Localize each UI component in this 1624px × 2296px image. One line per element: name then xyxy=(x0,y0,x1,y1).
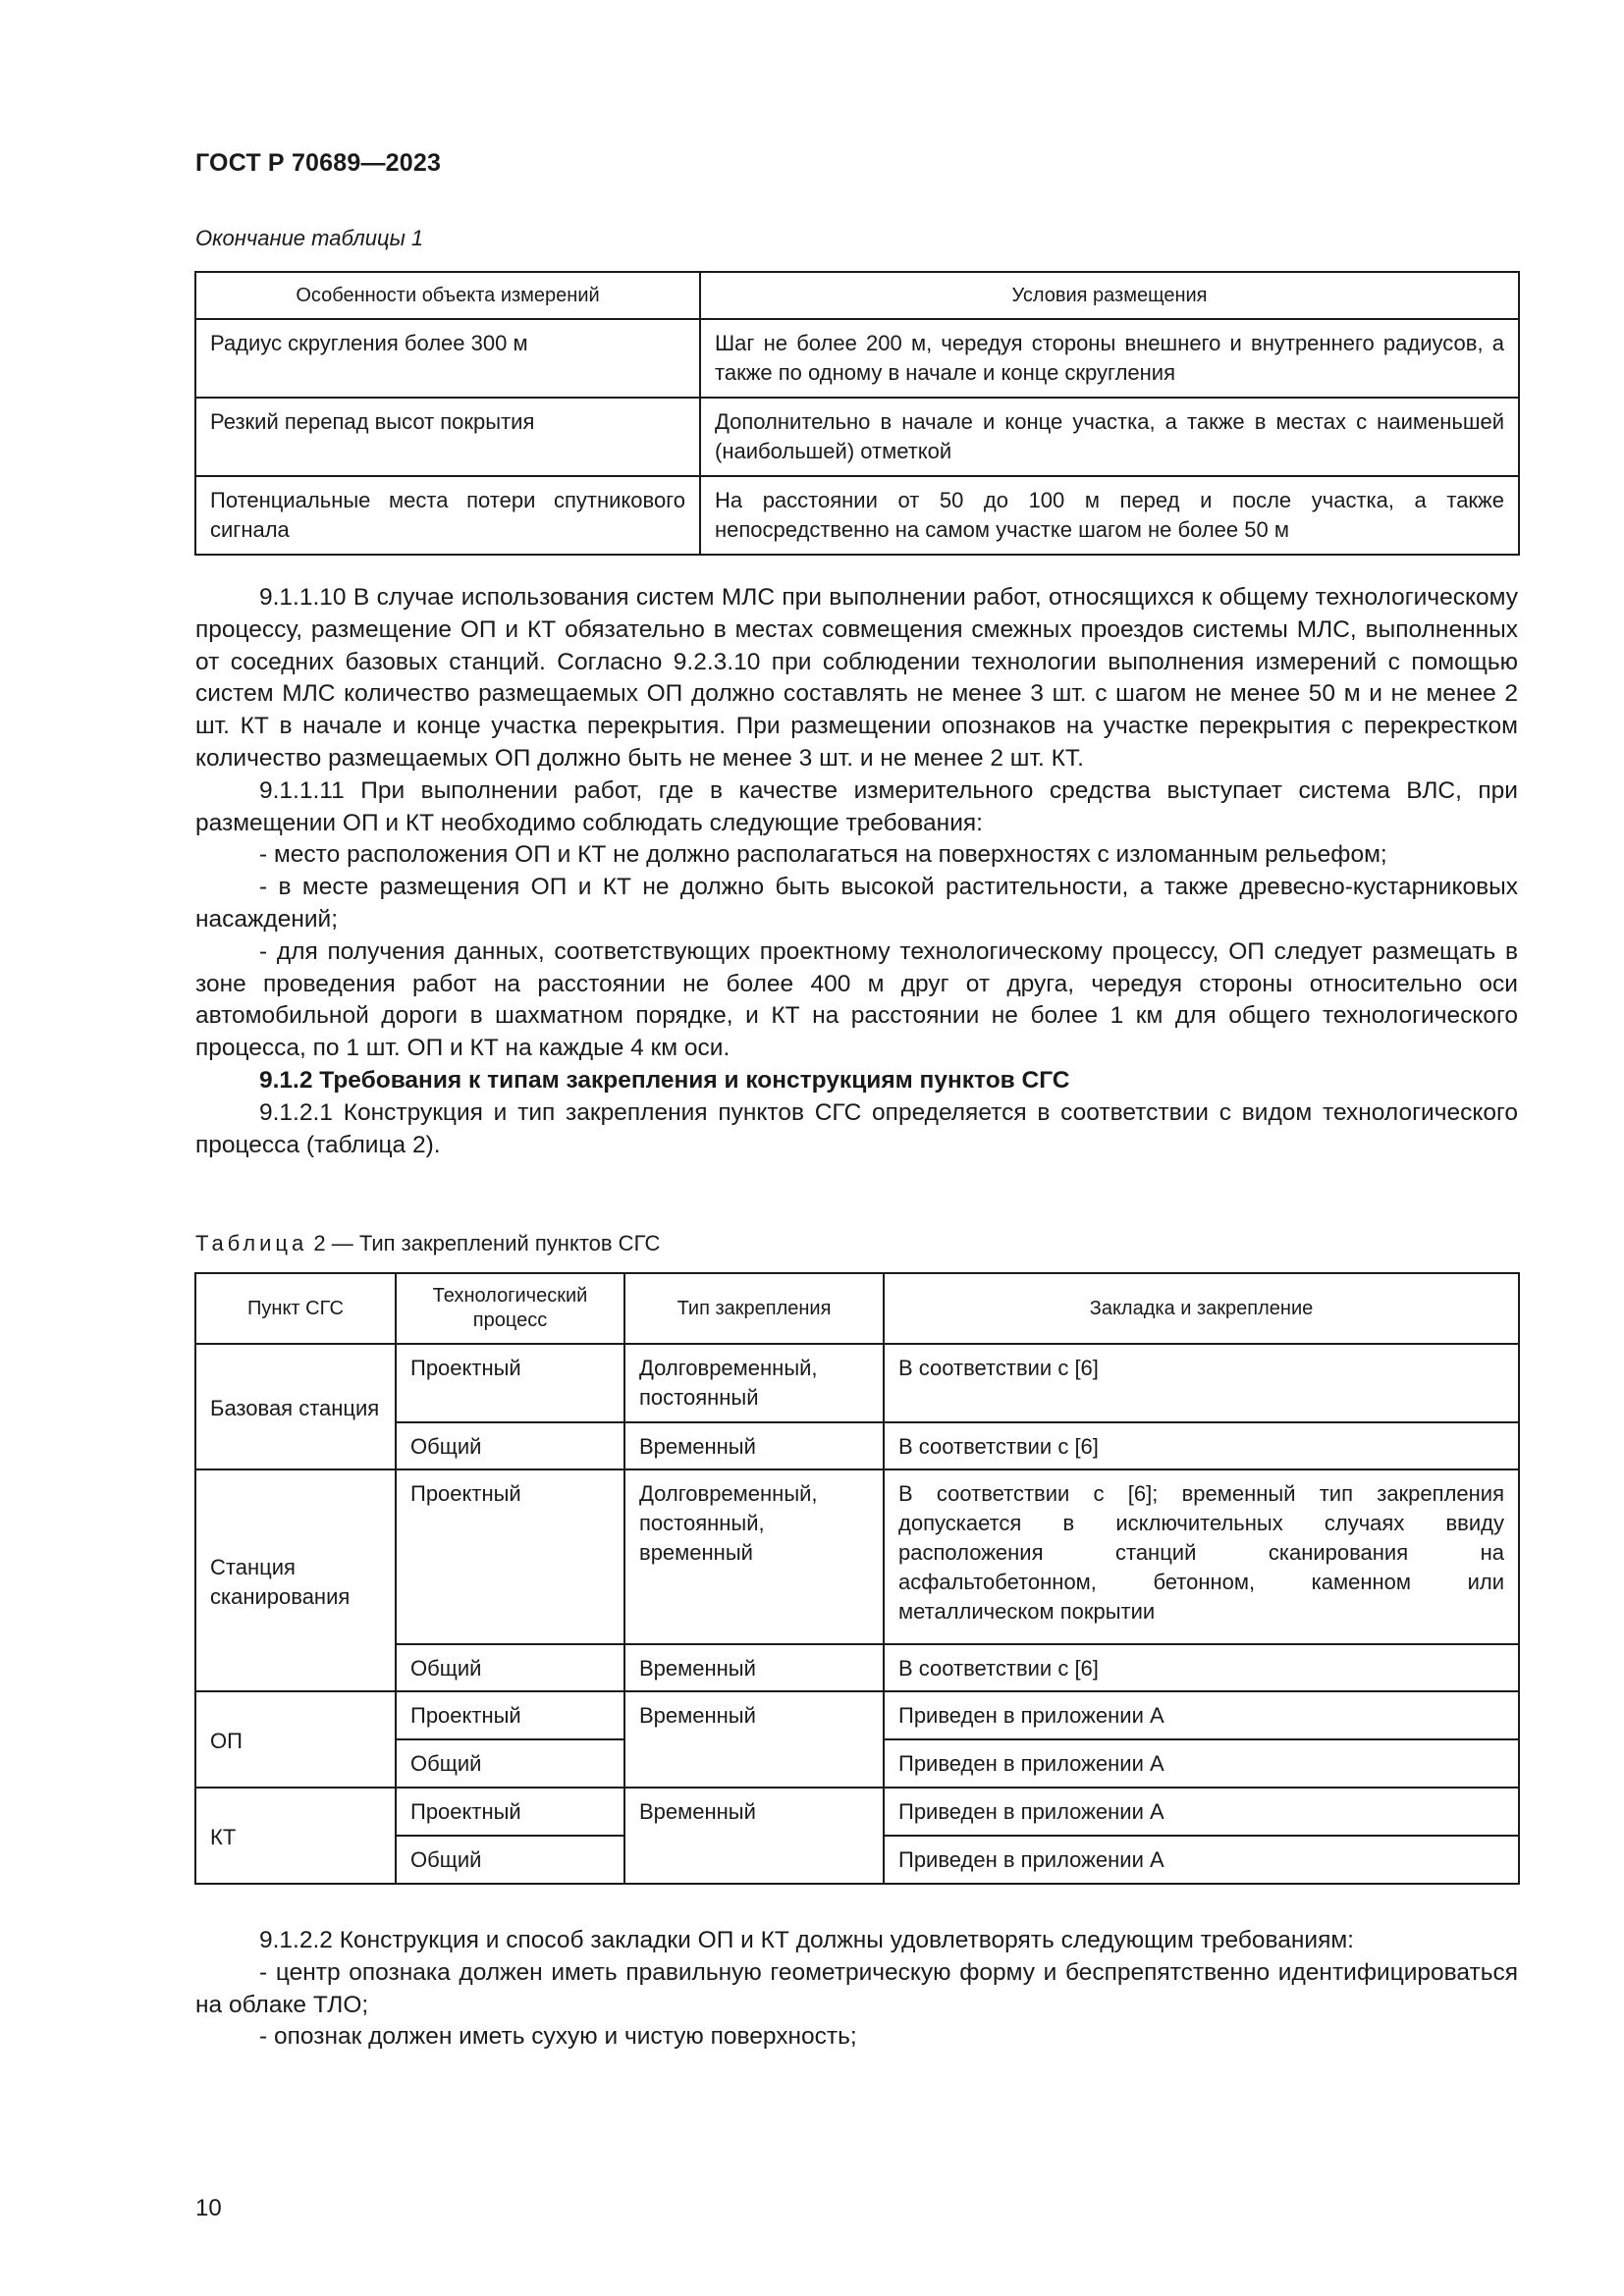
table-1-header-feature: Особенности объекта измерений xyxy=(195,272,700,319)
paragraph-9-1-2-2: 9.1.2.2 Конструкция и способ закладки ОП и КТ должны удовлетворять следующим требованиям: xyxy=(259,1927,1354,1953)
table-2-header-point: Пункт СГС xyxy=(195,1273,396,1344)
table-2 xyxy=(194,1272,1520,1885)
paragraph-9-1-1-10: 9.1.1.10 В случае использования систем МЛС при выполнении работ, относящихся к общему технологическому процессу, размещение ОП и КТ обязательно в местах совмещения смежных проездов системы МЛС, выполненных от соседних базовых станций. Согласно 9.2.3.10 при соблюдении технологии выполнения измерений с помощью систем МЛС количество размещаемых ОП должно составлять не менее 3 шт. с шагом не менее 50 м и не менее 2 шт. КТ в начале и конце участка перекрытия. При размещении опознаков на участке перекрытия с перекрестком количество размещаемых ОП должно быть не менее 3 шт. и не менее 2 шт. КТ. xyxy=(195,584,1518,772)
table-cell: Приведен в приложении А xyxy=(884,1691,1519,1739)
list-item: - центр опознака должен иметь правильную геометрическую форму и беспрепятственно идентифицироваться на облаке ТЛО; xyxy=(195,1958,1518,2018)
table-cell: Временный xyxy=(624,1422,884,1469)
list-item: - для получения данных, соответствующих проектному технологическому процессу, ОП следует размещать в зоне проведения работ на расстоянии не более 400 м друг от друга, чередуя стороны относительно оси автомобильной дороги в шахматном порядке, и КТ на расстоянии не более 1 км для общего технологического процесса, по 1 шт. ОП и КТ на каждые 4 км оси. xyxy=(195,937,1518,1062)
table-row xyxy=(195,1469,1519,1644)
table-cell: Потенциальные места потери спутникового сигнала xyxy=(195,476,700,555)
table-1-header-row xyxy=(195,272,1519,319)
table-2-header-row xyxy=(195,1273,1519,1344)
table-2-header-type: Тип закрепления xyxy=(624,1273,884,1344)
table-cell: В соответствии с [6] xyxy=(884,1344,1519,1422)
table-cell: Проектный xyxy=(396,1469,624,1644)
table-cell: Общий xyxy=(396,1739,624,1788)
table-2-header-process: Технологический процесс xyxy=(396,1273,624,1344)
table-cell: Приведен в приложении А xyxy=(884,1739,1519,1788)
table-row xyxy=(195,398,1519,476)
table-cell: Общий xyxy=(396,1422,624,1469)
list-item: - место расположения ОП и КТ не должно располагаться на поверхностях с изломанным рельефом; xyxy=(259,841,1387,869)
table-continuation-label: Окончание таблицы 1 xyxy=(195,226,424,250)
table-cell: Проектный xyxy=(396,1788,624,1836)
table-cell: Приведен в приложении А xyxy=(884,1836,1519,1884)
table-cell: Долговременный, постоянный, временный xyxy=(624,1469,884,1644)
table-cell-point: Станция сканирования xyxy=(195,1469,396,1691)
table-cell: Радиус скругления более 300 м xyxy=(195,319,700,398)
table-cell: Резкий перепад высот покрытия xyxy=(195,398,700,476)
section-heading: 9.1.2 Требования к типам закрепления и конструкциям пунктов СГС xyxy=(259,1066,1070,1094)
table-cell: На расстоянии от 50 до 100 м перед и после участка, а также непосредственно на самом участке шагом не более 50 м xyxy=(700,476,1519,555)
table-1 xyxy=(194,271,1520,556)
body-text-lower xyxy=(195,1925,1518,2054)
table-row xyxy=(195,1344,1519,1422)
table-2-caption-word: Таблица xyxy=(195,1231,308,1255)
table-cell: Дополнительно в начале и конце участка, а также в местах с наименьшей (наибольшей) отметкой xyxy=(700,398,1519,476)
document-id: ГОСТ Р 70689—2023 xyxy=(195,149,442,177)
table-1-header-conditions: Условия размещения xyxy=(700,272,1519,319)
table-cell-point: КТ xyxy=(195,1788,396,1884)
body-text-upper xyxy=(195,582,1518,1161)
table-cell: Временный xyxy=(624,1644,884,1691)
paragraph-9-1-1-11: 9.1.1.11 При выполнении работ, где в качестве измерительного средства выступает система ВЛС, при размещении ОП и КТ необходимо соблюдать следующие требования: xyxy=(195,776,1518,836)
table-cell: В соответствии с [6]; временный тип закрепления допускается в исключительных случаях ввиду расположения станций сканирования на асфальтобетонном, бетонном, каменном или металлическом покрытии xyxy=(884,1469,1519,1644)
table-cell: Шаг не более 200 м, чередуя стороны внешнего и внутреннего радиусов, а также по одному в начале и конце скругления xyxy=(700,319,1519,398)
table-row xyxy=(195,1691,1519,1739)
table-row xyxy=(195,319,1519,398)
table-cell: Временный xyxy=(624,1788,884,1884)
table-cell-point: ОП xyxy=(195,1691,396,1788)
table-cell: Временный xyxy=(624,1691,884,1788)
table-cell: Общий xyxy=(396,1644,624,1691)
paragraph-9-1-2-1: 9.1.2.1 Конструкция и тип закрепления пунктов СГС определяется в соответствии с видом технологического процесса (таблица 2). xyxy=(195,1098,1518,1158)
table-cell: Общий xyxy=(396,1836,624,1884)
table-cell: Приведен в приложении А xyxy=(884,1788,1519,1836)
table-2-caption-text: 2 — Тип закреплений пунктов СГС xyxy=(313,1231,661,1255)
page-number: 10 xyxy=(195,2195,222,2221)
table-cell-point: Базовая станция xyxy=(195,1344,396,1469)
table-cell: Проектный xyxy=(396,1344,624,1422)
table-row xyxy=(195,1788,1519,1836)
list-item: - опознак должен иметь сухую и чистую поверхность; xyxy=(259,2023,857,2051)
table-cell: Долговременный, постоянный xyxy=(624,1344,884,1422)
list-item: - в месте размещения ОП и КТ не должно быть высокой растительности, а также древесно-кустарниковых насаждений; xyxy=(195,874,1518,933)
table-cell: В соответствии с [6] xyxy=(884,1644,1519,1691)
table-row xyxy=(195,476,1519,555)
table-cell: Проектный xyxy=(396,1691,624,1739)
table-cell: В соответствии с [6] xyxy=(884,1422,1519,1469)
table-2-header-laying: Закладка и закрепление xyxy=(884,1273,1519,1344)
table-2-caption xyxy=(195,1231,660,1256)
